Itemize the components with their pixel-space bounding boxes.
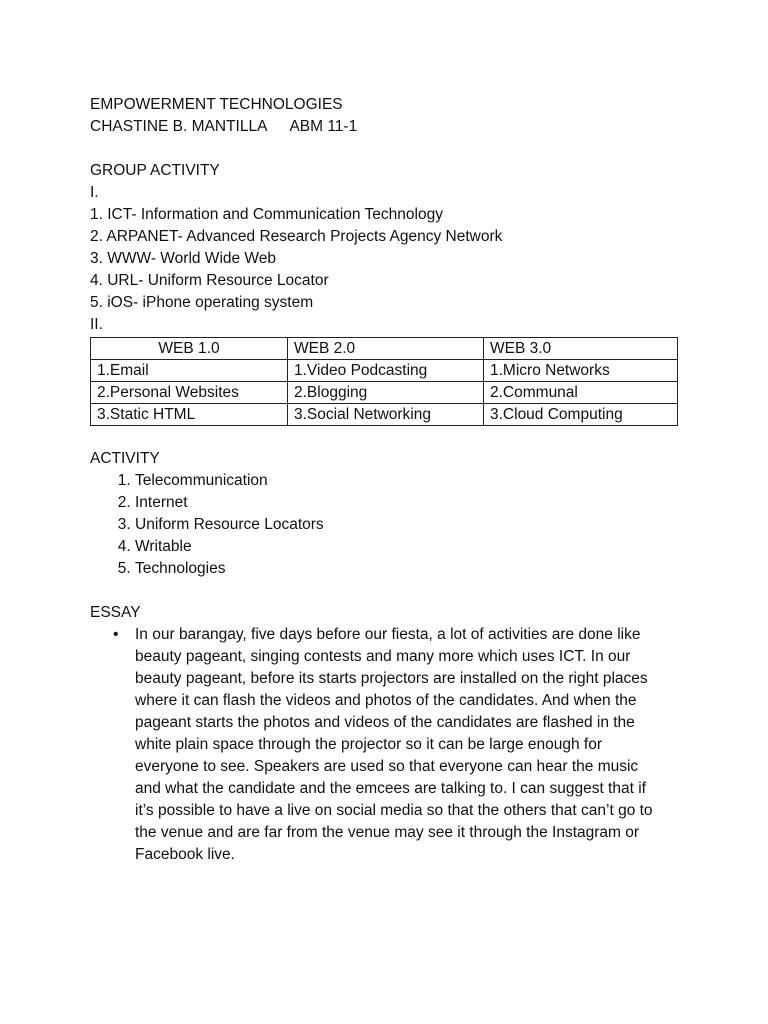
- essay-list: [90, 624, 680, 866]
- essay-paragraph: [113, 624, 680, 866]
- table-header-cell: WEB 1.0: [91, 338, 288, 360]
- spacer: [90, 138, 680, 160]
- table-cell: 1.Micro Networks: [484, 360, 678, 382]
- group-activity-heading: GROUP ACTIVITY: [90, 162, 220, 179]
- acronym-list: [90, 204, 680, 314]
- acronym-item: 3. WWW- World Wide Web: [90, 250, 277, 267]
- essay-line: and what the candidate and the emcees are talking to. I can suggest that if: [135, 780, 646, 797]
- activity-heading: ACTIVITY: [90, 450, 160, 467]
- essay-line: beauty pageant, before its starts projectors are installed on the right places: [135, 670, 648, 687]
- web-comparison-table-wrap: [90, 337, 680, 426]
- table-cell: 3.Social Networking: [288, 404, 484, 426]
- web-comparison-table: [90, 337, 678, 426]
- table-header-cell: WEB 3.0: [484, 338, 678, 360]
- table-header-cell: WEB 2.0: [288, 338, 484, 360]
- list-item: 4. Writable: [135, 536, 680, 558]
- author-name: CHASTINE B. MANTILLA: [90, 118, 268, 135]
- acronym-item: 1. ICT- Information and Communication Technology: [90, 206, 443, 223]
- acronym-item: 4. URL- Uniform Resource Locator: [90, 272, 329, 289]
- table-cell: 2.Personal Websites: [91, 382, 288, 404]
- table-row: [91, 382, 678, 404]
- part-one-label: I.: [90, 184, 99, 201]
- essay-line: In our barangay, five days before our fiesta, a lot of activities are done like: [135, 626, 641, 643]
- class-section: ABM 11-1: [289, 118, 358, 135]
- activity-list: [90, 470, 680, 580]
- essay-line: pageant starts the photos and videos of the candidates are flashed in the: [135, 714, 635, 731]
- table-cell: 2.Blogging: [288, 382, 484, 404]
- table-cell: 2.Communal: [484, 382, 678, 404]
- table-row: [91, 404, 678, 426]
- essay-heading: ESSAY: [90, 604, 141, 621]
- table-cell: 3.Static HTML: [91, 404, 288, 426]
- table-cell: 1.Video Podcasting: [288, 360, 484, 382]
- author-line: [90, 116, 680, 138]
- list-item: 3. Uniform Resource Locators: [135, 514, 680, 536]
- table-row: [91, 360, 678, 382]
- list-item: 5. Technologies: [135, 558, 680, 580]
- part-two-label: II.: [90, 316, 103, 333]
- bullet-icon: •: [113, 626, 119, 643]
- essay-line: Facebook live.: [135, 846, 235, 863]
- essay-line: white plain space through the projector so it can be large enough for: [135, 736, 603, 753]
- essay-line: everyone to see. Speakers are used so that everyone can hear the music: [135, 758, 639, 775]
- table-header-row: [91, 338, 678, 360]
- table-cell: 3.Cloud Computing: [484, 404, 678, 426]
- essay-line: where it can flash the videos and photos of the candidates. And when the: [135, 692, 637, 709]
- essay-line: the venue and are far from the venue may see it through the Instagram or: [135, 824, 640, 841]
- spacer: [90, 426, 680, 448]
- list-item: 2. Internet: [135, 492, 680, 514]
- spacer: [90, 580, 680, 602]
- document-title: EMPOWERMENT TECHNOLOGIES: [90, 96, 343, 113]
- essay-line: it’s possible to have a live on social media so that the others that can’t go to: [135, 802, 653, 819]
- document-page: [90, 94, 680, 866]
- acronym-item: 2. ARPANET- Advanced Research Projects Agency Network: [90, 228, 503, 245]
- acronym-item: 5. iOS- iPhone operating system: [90, 294, 314, 311]
- list-item: 1. Telecommunication: [135, 470, 680, 492]
- essay-line: beauty pageant, singing contests and many more which uses ICT. In our: [135, 648, 631, 665]
- table-cell: 1.Email: [91, 360, 288, 382]
